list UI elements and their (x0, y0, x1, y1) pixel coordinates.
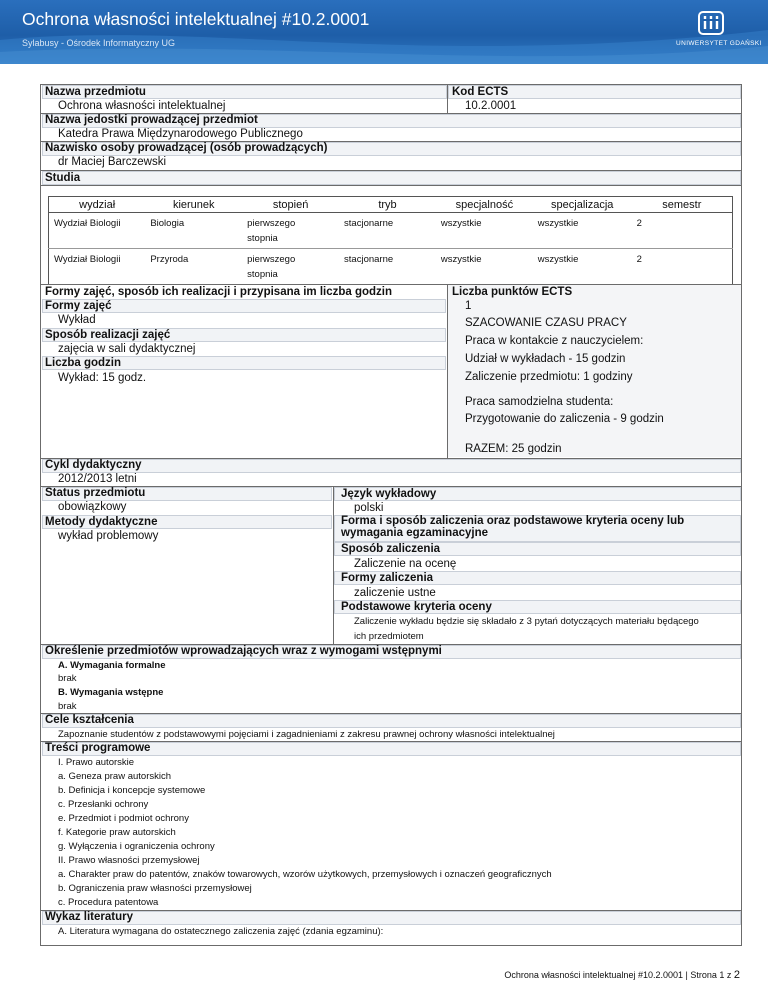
hours-value: Wykład: 15 godz. (58, 372, 147, 384)
literature-label: Wykaz literatury (45, 911, 133, 923)
table-cell (242, 249, 339, 285)
table-row (49, 249, 733, 285)
course-name-value: Ochrona własności intelektualnej (58, 100, 226, 112)
prereq-initial-value: brak (58, 701, 77, 712)
language-value: polski (354, 502, 384, 514)
table-cell: Wydział Biologii (54, 254, 121, 265)
divider (333, 486, 334, 645)
table-cell: Wydział Biologii (49, 213, 146, 249)
prereq-formal-label: A. Wymagania formalne (58, 660, 166, 671)
prereq-label: Określenie przedmiotów wprowadzających wraz z wymogami wstępnymi (45, 645, 442, 657)
column-header: specjalność (436, 197, 533, 213)
forms-label: Formy zajęć (45, 300, 112, 312)
syllabus-frame (40, 84, 742, 946)
column-header: kierunek (145, 197, 242, 213)
table-cell: wszystkie (436, 213, 533, 249)
table-cell: 2 (632, 213, 733, 249)
page-header (0, 0, 768, 64)
table-cell: stacjonarne (339, 213, 436, 249)
prereq-formal-value: brak (58, 673, 77, 684)
studia-bar (42, 171, 741, 185)
content-item: b. Definicja i koncepcje systemowe (58, 785, 206, 796)
forms-value: Wykład (58, 314, 96, 326)
footer-page-count: 2 (733, 969, 740, 981)
table-cell: wszystkie (440, 254, 482, 265)
cycle-label: Cykl dydaktyczny (45, 459, 142, 471)
table-cell: wszystkie (537, 254, 579, 265)
prereq-initial-label: B. Wymagania wstępne (58, 687, 164, 698)
university-crest-icon (696, 8, 726, 38)
criteria-line: ich przedmiotem (354, 631, 424, 642)
content-item: a. Geneza praw autorskich (58, 771, 172, 782)
realization-label: Sposób realizacji zajęć (45, 329, 171, 341)
ects-line: Przygotowanie do zaliczenia - 9 godzin (465, 413, 664, 425)
page-footer (504, 969, 740, 981)
university-name: UNIWERSYTET GDAŃSKI (676, 40, 762, 47)
assessment-label-line1: Forma i sposób zaliczenia oraz podstawowe kryteria oceny lub (341, 515, 685, 527)
document-title: Ochrona własności intelektualnej #10.2.0001 (22, 9, 370, 29)
table-cell: Przyroda (150, 254, 189, 265)
methods-label: Metody dydaktyczne (45, 516, 158, 528)
criteria-label: Podstawowe kryteria oceny (341, 601, 492, 613)
cycle-value: 2012/2013 letni (58, 473, 137, 485)
content-item: c. Procedura patentowa (58, 897, 159, 908)
forms-section-label: Formy zajęć, sposób ich realizacji i przypisana im liczba godzin (45, 286, 393, 298)
content-item: a. Charakter praw do patentów, znaków towarowych, wzorów użytkowych, przemysłowych i oznaczeń geograficznych (58, 869, 552, 880)
ects-line: Praca samodzielna studenta: (465, 396, 614, 408)
literature-bar (42, 911, 741, 925)
criteria-line: Zaliczenie wykładu będzie się składało z 3 pytań dotyczących materiału będącego (354, 616, 699, 627)
ects-line: Udział w wykładach - 15 godzin (465, 353, 626, 365)
content-item: c. Przesłanki ochrony (58, 799, 149, 810)
content-item: II. Prawo własności przemysłowej (58, 855, 200, 866)
table-cell: stacjonarne (344, 254, 394, 265)
table-row (49, 213, 733, 249)
ects-points-value: 1 (465, 300, 472, 312)
unit-value: Katedra Prawa Międzynarodowego Publicznego (58, 128, 303, 140)
table-header-row (49, 197, 733, 213)
ects-points-label: Liczba punktów ECTS (452, 286, 573, 298)
divider (41, 185, 741, 186)
assessment-label-line2: wymagania egzaminacyjne (341, 527, 489, 539)
unit-label: Nazwa jedostki prowadzącej przedmiot (45, 114, 258, 126)
lecturer-label: Nazwisko osoby prowadzącej (osób prowadzących) (45, 142, 328, 154)
assessment-method-label: Sposób zaliczenia (341, 543, 441, 555)
ects-line: Praca w kontakcie z nauczycielem: (465, 335, 644, 347)
column-header: tryb (339, 197, 436, 213)
methods-value: wykład problemowy (58, 530, 159, 542)
content-label: Treści programowe (45, 742, 151, 754)
ects-line: SZACOWANIE CZASU PRACY (465, 317, 627, 329)
column-header: stopień (242, 197, 339, 213)
content-item: I. Prawo autorskie (58, 757, 135, 768)
cycle-bar (42, 459, 741, 473)
goals-label: Cele kształcenia (45, 714, 134, 726)
cell-line: pierwszego (247, 254, 296, 265)
content-item: f. Kategorie praw autorskich (58, 827, 176, 838)
column-header: semestr (632, 197, 733, 213)
realization-value: zajęcia w sali dydaktycznej (58, 343, 196, 355)
ects-line: Zaliczenie przedmiotu: 1 godziny (465, 371, 633, 383)
ects-code-value: 10.2.0001 (465, 100, 517, 112)
content-item: e. Przedmiot i podmiot ochrony (58, 813, 189, 824)
table-cell (242, 213, 339, 249)
status-label: Status przedmiotu (45, 487, 146, 499)
ects-code-label: Kod ECTS (452, 86, 509, 98)
lecturer-value: dr Maciej Barczewski (58, 156, 166, 168)
literature-value: A. Literatura wymagana do ostatecznego zaliczenia zajęć (zdania egzaminu): (58, 926, 384, 937)
goals-value: Zapoznanie studentów z podstawowymi pojęciami i zagadnieniami z zakresu prawnej ochrony własności intelektualnej (58, 729, 555, 740)
assessment-method-value: Zaliczenie na ocenę (354, 558, 457, 570)
content-item: g. Wyłączenia i ograniczenia ochrony (58, 841, 215, 852)
course-name-label: Nazwa przedmiotu (45, 86, 146, 98)
cell-line: stopnia (247, 233, 278, 244)
university-logo (676, 8, 762, 58)
table-cell: 2 (636, 254, 642, 265)
footer-text: Ochrona własności intelektualnej #10.2.0001 | Strona 1 z (504, 970, 732, 980)
studia-table (48, 196, 733, 285)
column-header: specjalizacja (533, 197, 632, 213)
cell-line: pierwszego (247, 218, 296, 229)
ects-line: RAZEM: 25 godzin (465, 443, 562, 455)
content-item: b. Ograniczenia praw własności przemysłowej (58, 883, 252, 894)
column-header: wydział (49, 197, 146, 213)
goals-bar (42, 714, 741, 728)
assessment-forms-label: Formy zaliczenia (341, 572, 434, 584)
status-value: obowiązkowy (58, 501, 127, 513)
language-label: Język wykładowy (341, 488, 437, 500)
cell-line: stopnia (247, 269, 278, 280)
table-cell: wszystkie (533, 213, 632, 249)
document-subtitle: Sylabusy - Ośrodek Informatyczny UG (22, 38, 176, 48)
hours-label: Liczba godzin (45, 357, 122, 369)
assessment-forms-value: zaliczenie ustne (354, 587, 436, 599)
studia-label: Studia (45, 172, 81, 184)
table-cell: Biologia (145, 213, 242, 249)
